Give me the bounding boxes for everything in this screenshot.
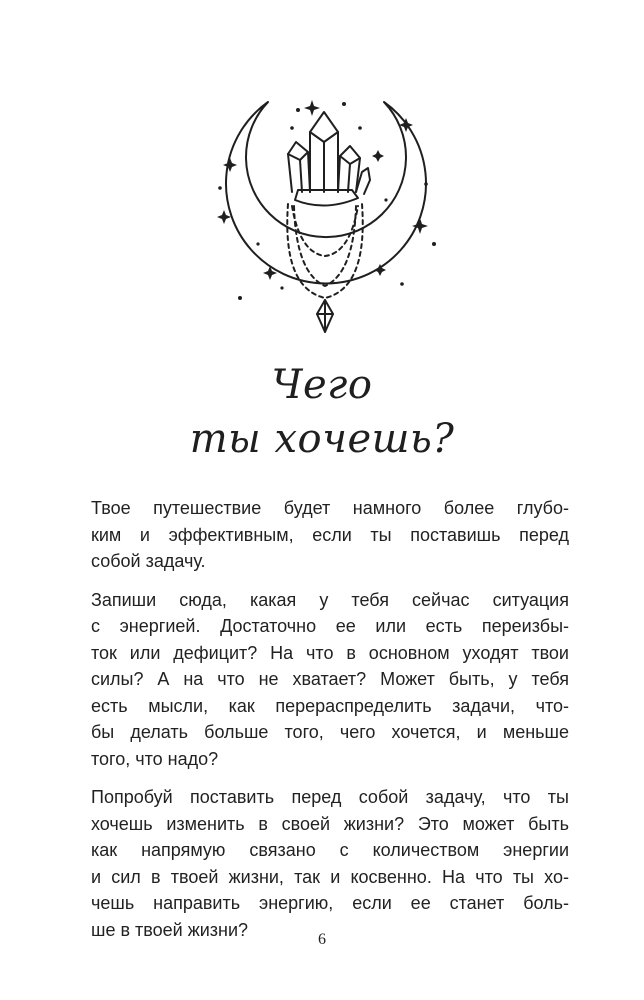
text-line: Твое путешествие будет намного более глубо-	[91, 498, 569, 518]
crescent-moon-crystals-icon	[200, 88, 450, 348]
text-line: хочешь изменить в своей жизни? Это может быть	[91, 813, 569, 834]
text-line: силы? А на что не хватает? Может быть, у тебя	[91, 669, 569, 689]
text-line: есть мысли, как перераспределить задачи, что-	[91, 695, 569, 716]
paragraph-3	[91, 784, 569, 943]
text-line: того, что надо?	[91, 748, 219, 769]
text-line: Попробуй поставить перед собой задачу, что ты	[91, 787, 569, 807]
text-line: чешь направить энергию, если ее станет боль-	[91, 893, 569, 913]
title-line-1: Чего	[271, 362, 373, 408]
text-line: и сил в твоей жизни, так и косвенно. На что ты хо-	[91, 866, 569, 887]
text-line: ше в твоей жизни?	[91, 919, 249, 940]
page-number: 6	[318, 931, 326, 948]
text-line: ток или дефицит? На что в основном уходят твои	[91, 642, 569, 663]
title-line-2: ты хочешь?	[189, 416, 455, 462]
text-line: Запиши сюда, какая у тебя сейчас ситуация	[91, 589, 569, 610]
body-text	[91, 495, 569, 955]
paragraph-1	[91, 495, 569, 575]
text-line: ким и эффективным, если ты поставишь перед	[91, 524, 569, 545]
text-line: с энергией. Достаточно ее или есть переизбы-	[91, 616, 569, 636]
text-line: как напрямую связано с количеством энергии	[91, 840, 569, 860]
paragraph-2	[91, 587, 569, 773]
text-line: собой задачу.	[91, 551, 206, 571]
page-title	[0, 358, 644, 466]
text-line: бы делать больше того, чего хочется, и меньше	[91, 722, 569, 742]
